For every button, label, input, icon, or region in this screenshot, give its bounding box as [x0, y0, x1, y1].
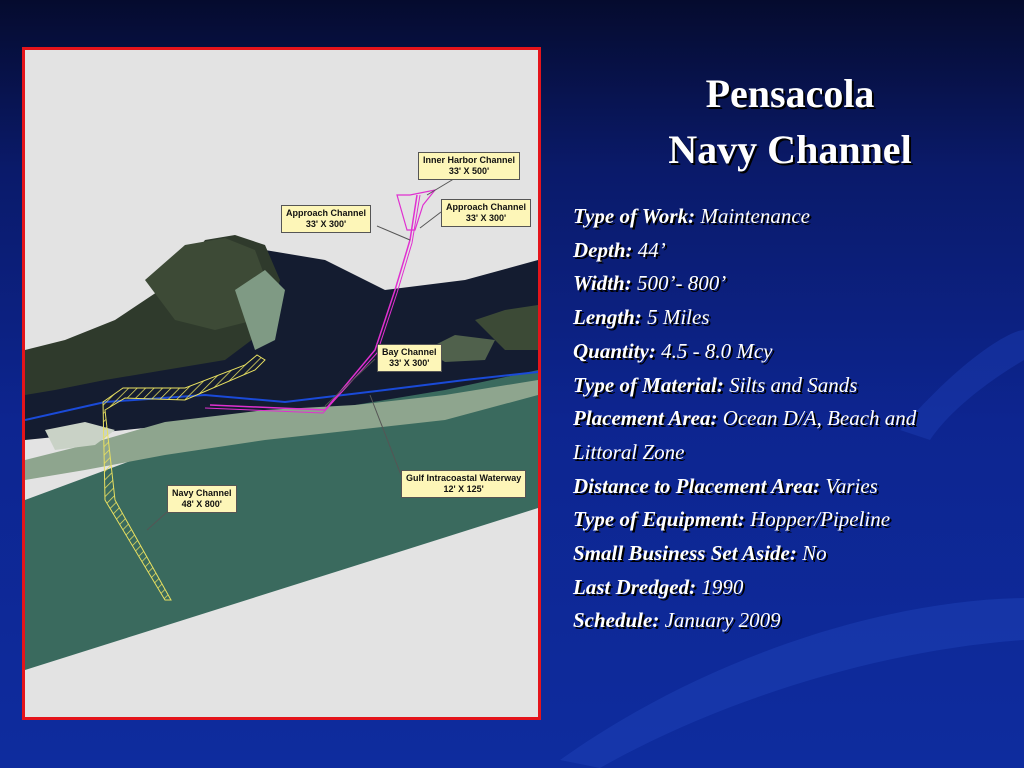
slide-title: [565, 66, 1015, 178]
callout-inner-harbor-channel: Inner Harbor Channel 33' X 500': [418, 152, 520, 180]
channel-map: [22, 47, 541, 720]
detail-row: Distance to Placement Area: Varies: [573, 473, 878, 498]
detail-row: Last Dredged: 1990: [573, 574, 744, 599]
detail-row: Width: 500’- 800’: [573, 271, 727, 296]
detail-row: Type of Work: Maintenance: [573, 204, 810, 228]
title-line-2: Navy Channel: [668, 127, 912, 172]
map-image: [25, 50, 538, 717]
callout-approach-channel-right: Approach Channel 33' X 300': [441, 199, 531, 227]
callout-approach-channel-left: Approach Channel 33' X 300': [281, 205, 371, 233]
callout-navy-channel: Navy Channel 48' X 800': [167, 485, 237, 513]
detail-row: Small Business Set Aside: No: [573, 541, 827, 566]
detail-row: Type of Equipment: Hopper/Pipeline: [573, 507, 891, 532]
inner-harbor-channel-path: [397, 190, 435, 230]
detail-row: Length: 5 Miles: [573, 305, 710, 330]
callout-gulf-intracoastal-waterway: Gulf Intracoastal Waterway 12' X 125': [401, 470, 526, 498]
detail-row: Type of Material: Silts and Sands: [573, 372, 858, 397]
title-line-1: Pensacola: [705, 71, 875, 116]
detail-row: Schedule: January 2009: [573, 608, 781, 633]
detail-row: Depth: 44’: [573, 237, 666, 262]
detail-row: Quantity: 4.5 - 8.0 Mcy: [573, 338, 773, 363]
project-details: [573, 200, 1013, 638]
detail-row-continuation: Littoral Zone: [573, 439, 685, 464]
callout-bay-channel: Bay Channel 33' X 300': [377, 344, 442, 372]
detail-row: Placement Area: Ocean D/A, Beach and: [573, 406, 917, 431]
